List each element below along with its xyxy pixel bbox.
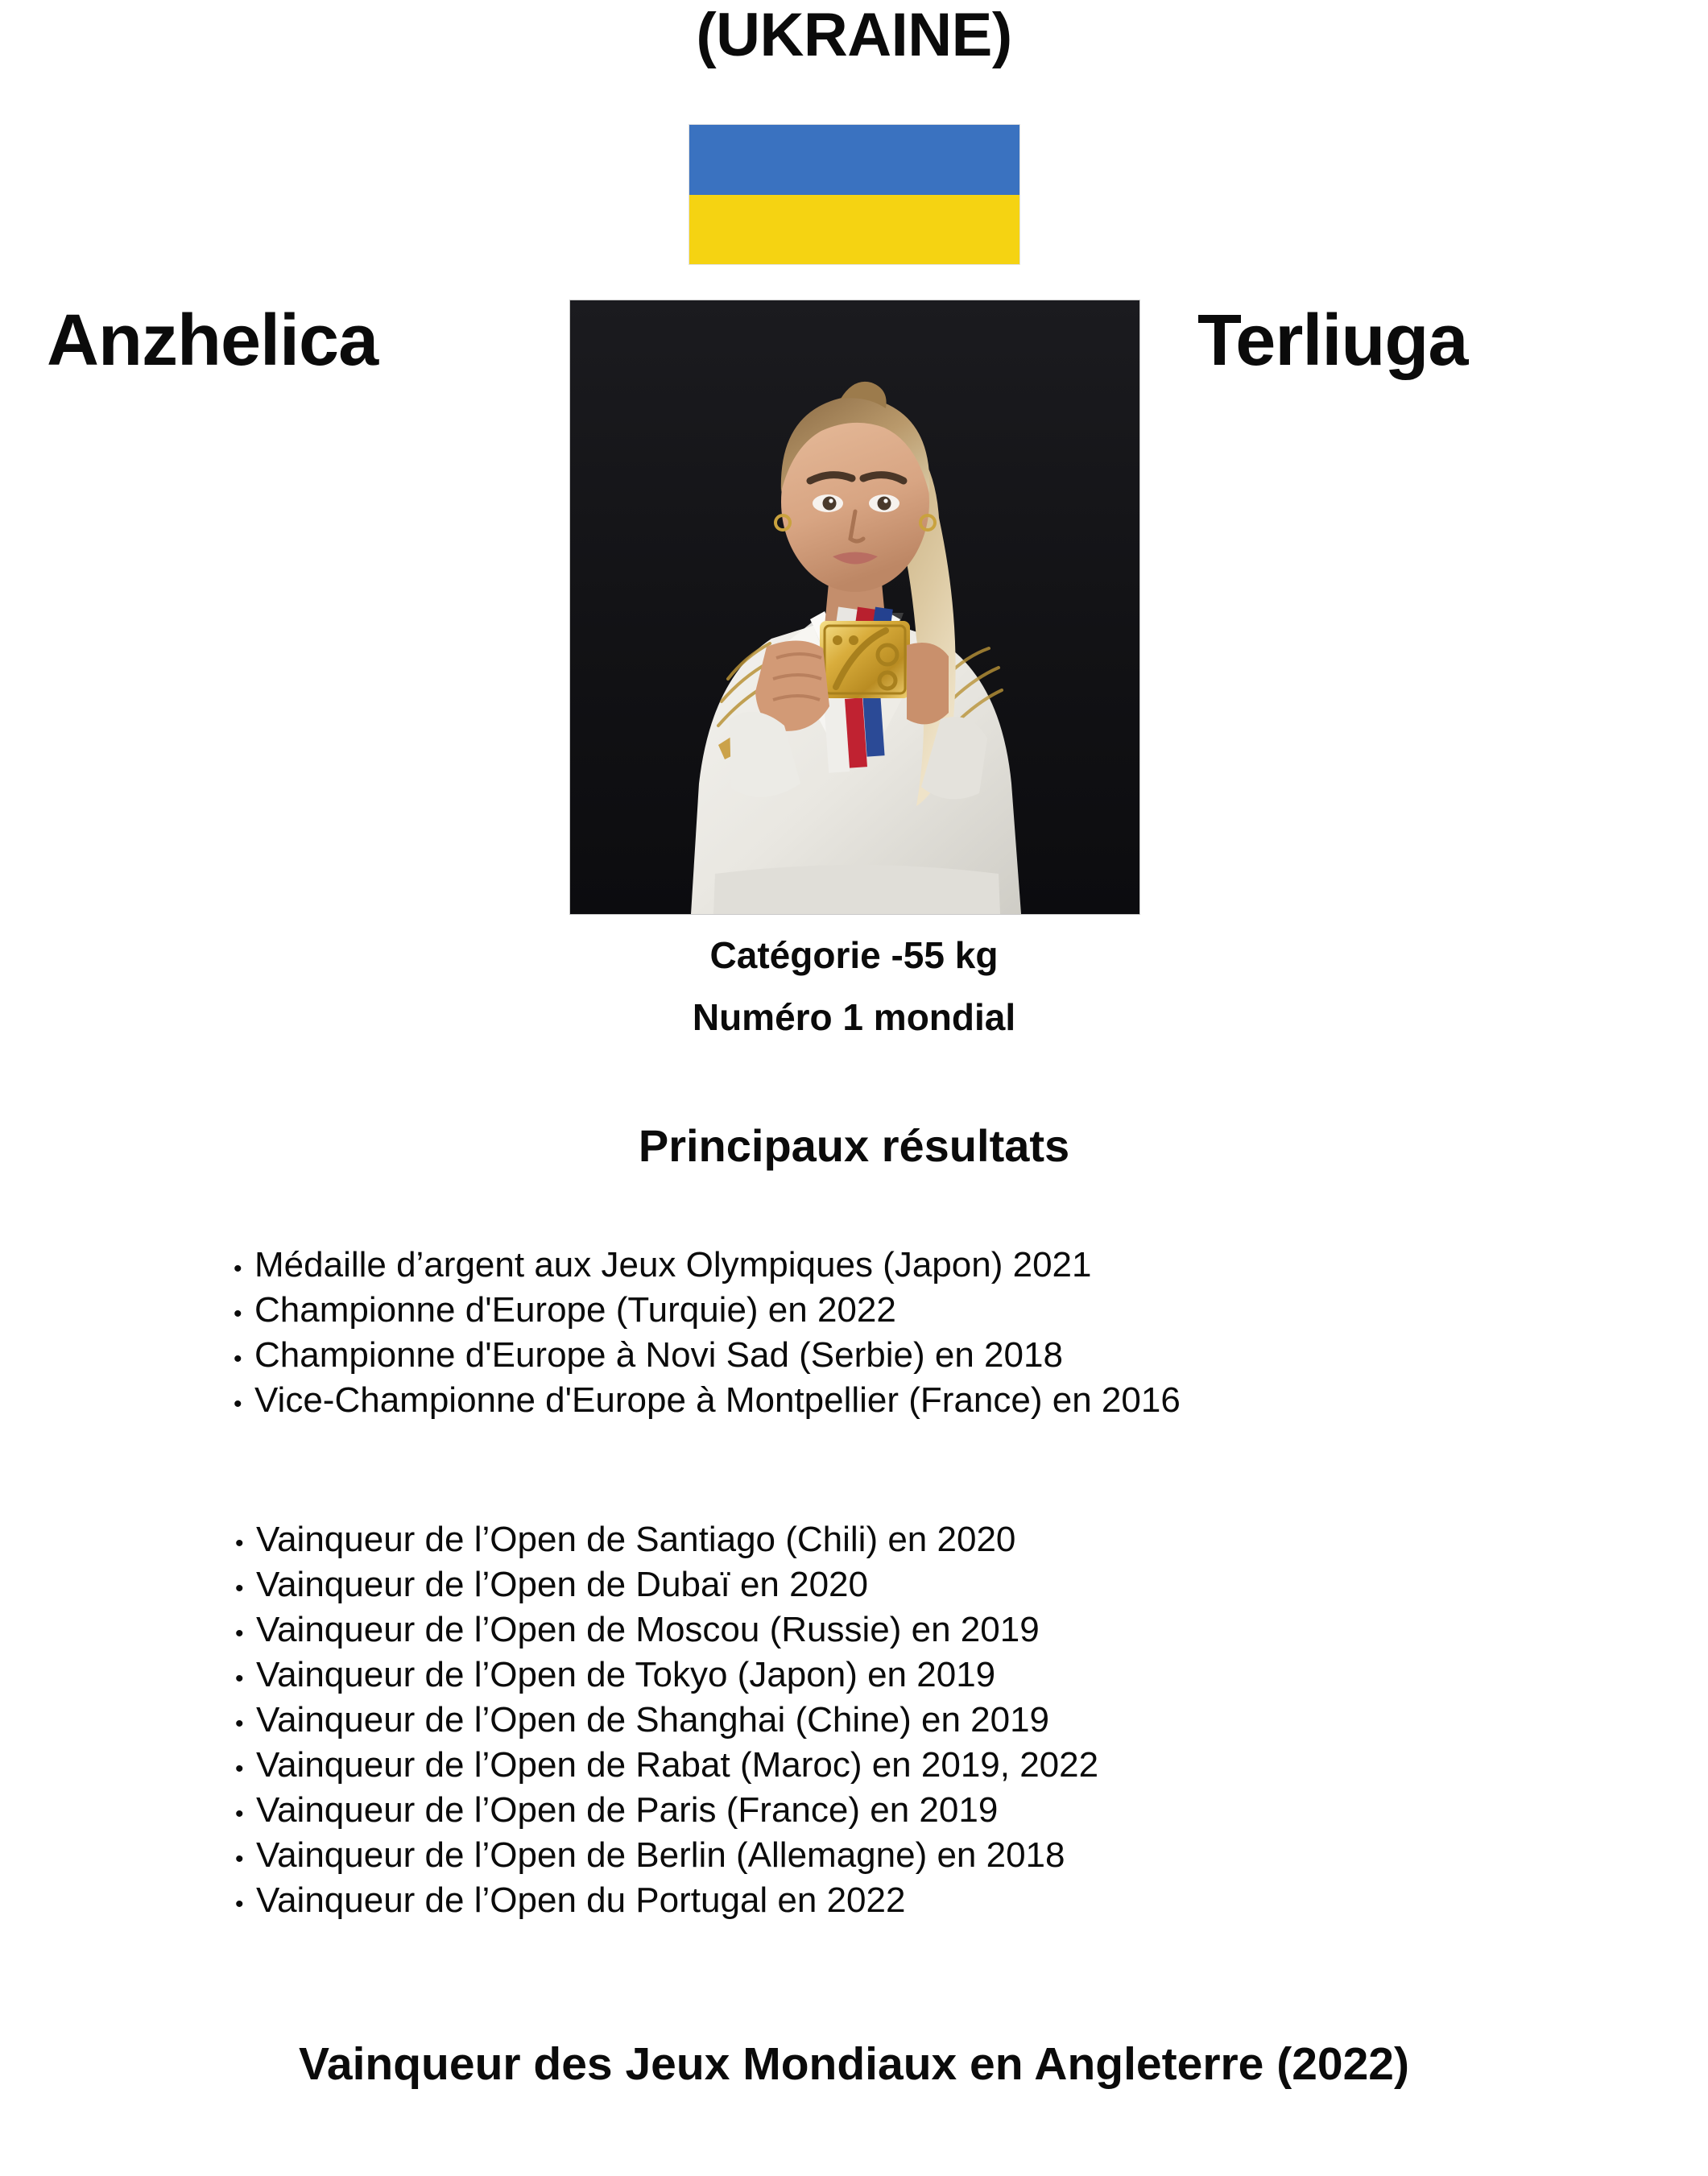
list-item-label: Vice-Championne d'Europe à Montpellier (France) en 2016 — [254, 1380, 1181, 1420]
bullet-icon: • — [234, 1346, 242, 1372]
list-item — [234, 1378, 1708, 1423]
bullet-icon: • — [235, 1620, 244, 1647]
list-item — [235, 1833, 1708, 1878]
bullet-icon: • — [234, 1391, 242, 1417]
list-item — [235, 1698, 1708, 1743]
bullet-icon: • — [235, 1891, 244, 1917]
list-item-label: Médaille d’argent aux Jeux Olympiques (Japon) 2021 — [254, 1245, 1092, 1285]
list-item — [235, 1743, 1708, 1788]
list-item — [234, 1288, 1708, 1333]
list-item-label: Vainqueur de l’Open de Tokyo (Japon) en 2019 — [256, 1655, 996, 1694]
category-label: Catégorie -55 kg — [709, 934, 999, 976]
list-item — [235, 1517, 1708, 1562]
ukraine-flag-icon — [689, 125, 1019, 264]
list-item — [234, 1333, 1708, 1378]
bullet-icon: • — [235, 1846, 244, 1872]
bullet-icon: • — [235, 1575, 244, 1602]
bullet-icon: • — [234, 1301, 242, 1327]
list-item-label: Vainqueur de l’Open de Berlin (Allemagne) en 2018 — [256, 1835, 1065, 1875]
list-item-label: Vainqueur de l’Open de Moscou (Russie) en 2019 — [256, 1610, 1040, 1649]
athlete-first-name: Anzhelica — [47, 300, 378, 381]
bullet-icon: • — [235, 1711, 244, 1737]
list-item-label: Vainqueur de l’Open de Rabat (Maroc) en 2019, 2022 — [256, 1745, 1099, 1785]
list-item — [235, 1878, 1708, 1923]
list-item — [235, 1562, 1708, 1607]
list-item — [235, 1788, 1708, 1833]
world-ranking-label: Numéro 1 mondial — [692, 996, 1016, 1038]
flag-stripe-yellow — [689, 195, 1019, 265]
list-item-label: Vainqueur de l’Open de Paris (France) en 2019 — [256, 1790, 999, 1830]
list-item-label: Championne d'Europe à Novi Sad (Serbie) en 2018 — [254, 1335, 1063, 1375]
bullet-icon: • — [234, 1256, 242, 1282]
bullet-icon: • — [235, 1801, 244, 1827]
country-title: (UKRAINE) — [696, 1, 1012, 69]
list-item-label: Vainqueur de l’Open du Portugal en 2022 — [256, 1880, 906, 1920]
bullet-icon: • — [235, 1530, 244, 1557]
world-games-title: Vainqueur des Jeux Mondiaux en Angleterre (2022) — [299, 2038, 1409, 2090]
bullet-icon: • — [235, 1665, 244, 1692]
list-item-label: Championne d'Europe (Turquie) en 2022 — [254, 1290, 896, 1330]
championship-results-list — [234, 1243, 1708, 1423]
flag-stripe-blue — [689, 125, 1019, 195]
open-tournaments-list — [235, 1517, 1708, 1923]
list-item — [235, 1653, 1708, 1698]
list-item-label: Vainqueur de l’Open de Santiago (Chili) en 2020 — [256, 1520, 1016, 1559]
athlete-photo — [570, 300, 1139, 914]
list-item-label: Vainqueur de l’Open de Dubaï en 2020 — [256, 1565, 868, 1604]
athlete-last-name: Terliuga — [1197, 300, 1468, 381]
list-item — [235, 1607, 1708, 1653]
bullet-icon: • — [235, 1756, 244, 1782]
list-item-label: Vainqueur de l’Open de Shanghai (Chine) en 2019 — [256, 1700, 1050, 1740]
results-heading: Principaux résultats — [638, 1120, 1070, 1171]
list-item — [234, 1243, 1708, 1288]
